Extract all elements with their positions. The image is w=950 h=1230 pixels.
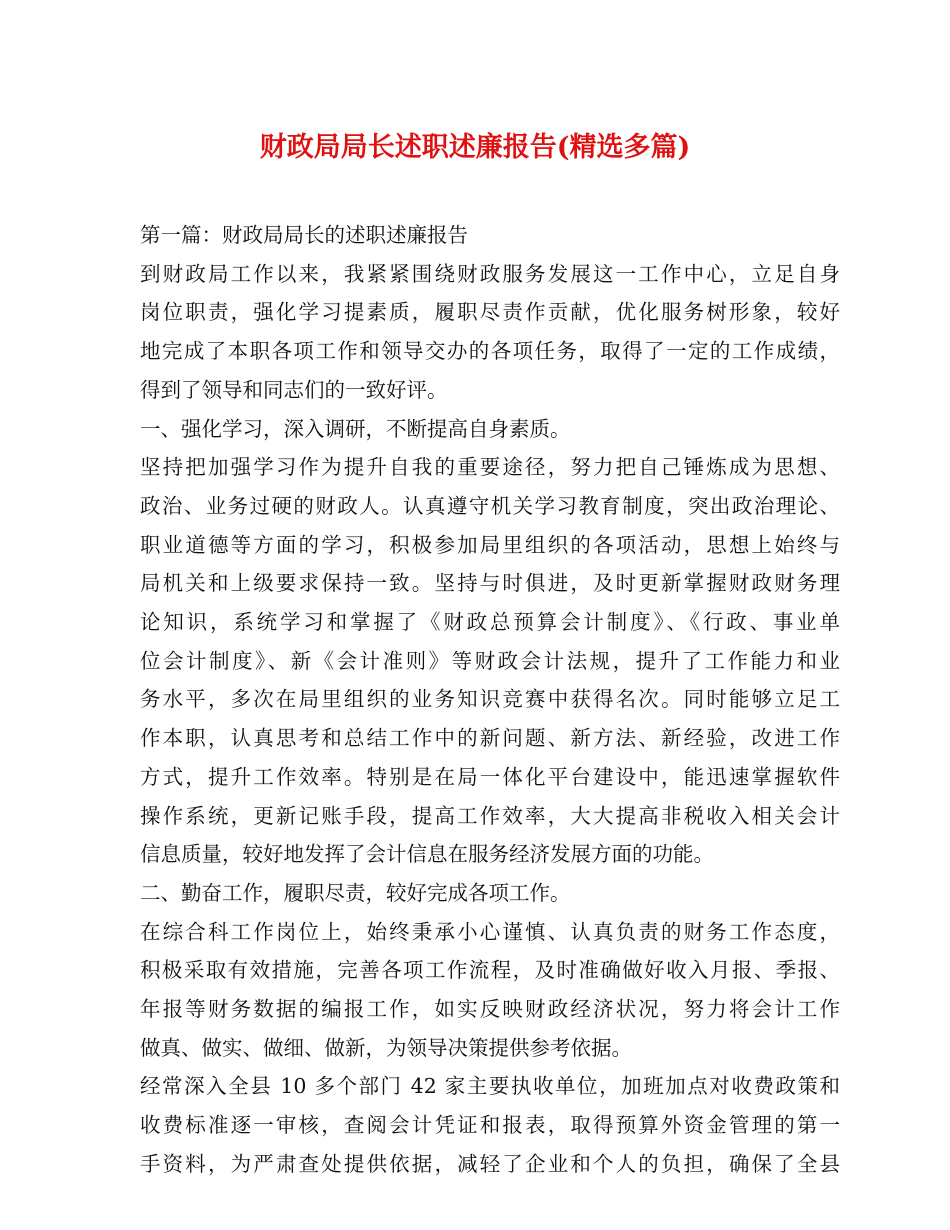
text-line: 职业道德等方面的学习，积极参加局里组织的各项活动，思想上始终与 <box>140 532 840 557</box>
text-line: 政治、业务过硬的财政人。认真遵守机关学习教育制度，突出政治理论、 <box>140 493 840 518</box>
document-title: 财政局局长述职述廉报告(精选多篇) <box>259 132 691 163</box>
text-line: 作本职，认真思考和总结工作中的新问题、新方法、新经验，改进工作 <box>140 726 840 751</box>
text-line: 地完成了本职各项工作和领导交办的各项任务，取得了一定的工作成绩， <box>140 339 840 364</box>
text-line: 二、勤奋工作，履职尽责，较好完成各项工作。 <box>140 880 571 905</box>
text-line: 方式，提升工作效率。特别是在局一体化平台建设中，能迅速掌握软件 <box>140 764 840 789</box>
text-line: 信息质量，较好地发挥了会计信息在服务经济发展方面的功能。 <box>140 842 714 867</box>
text-line: 到财政局工作以来，我紧紧围绕财政服务发展这一工作中心，立足自身 <box>140 261 840 286</box>
text-line: 在综合科工作岗位上，始终秉承小心谨慎、认真负责的财务工作态度， <box>140 919 840 944</box>
text-line: 经常深入全县 10 多个部门 42 家主要执收单位，加班加点对收费政策和 <box>140 1074 840 1099</box>
text-line: 年报等财务数据的编报工作，如实反映财政经济状况，努力将会计工作 <box>140 997 840 1022</box>
text-line: 位会计制度》、新《会计准则》等财政会计法规，提升了工作能力和业 <box>140 648 840 673</box>
text-line: 局机关和上级要求保持一致。坚持与时俱进，及时更新掌握财政财务理 <box>140 571 840 596</box>
document-body <box>140 216 840 1184</box>
text-line: 得到了领导和同志们的一致好评。 <box>140 377 448 402</box>
text-line: 论知识，系统学习和掌握了《财政总预算会计制度》、《行政、事业单 <box>140 610 840 635</box>
text-line: 一、强化学习，深入调研，不断提高自身素质。 <box>140 416 571 441</box>
text-line: 做真、做实、做细、做新，为领导决策提供参考依据。 <box>140 1035 632 1060</box>
text-line: 收费标准逐一审核，查阅会计凭证和报表，取得预算外资金管理的第一 <box>140 1113 840 1138</box>
text-line: 坚持把加强学习作为提升自我的重要途径，努力把自己锤炼成为思想、 <box>140 455 840 480</box>
text-line: 手资料，为严肃查处提供依据，减轻了企业和个人的负担，确保了全县 <box>140 1151 840 1176</box>
text-line: 积极采取有效措施，完善各项工作流程，及时准确做好收入月报、季报、 <box>140 958 840 983</box>
text-line: 第一篇：财政局局长的述职述廉报告 <box>140 223 468 247</box>
text-line: 操作系统，更新记账手段，提高工作效率，大大提高非税收入相关会计 <box>140 803 840 828</box>
text-line: 务水平，多次在局里组织的业务知识竞赛中获得名次。同时能够立足工 <box>140 687 840 712</box>
text-line: 岗位职责，强化学习提素质，履职尽责作贡献，优化服务树形象，较好 <box>140 300 840 325</box>
